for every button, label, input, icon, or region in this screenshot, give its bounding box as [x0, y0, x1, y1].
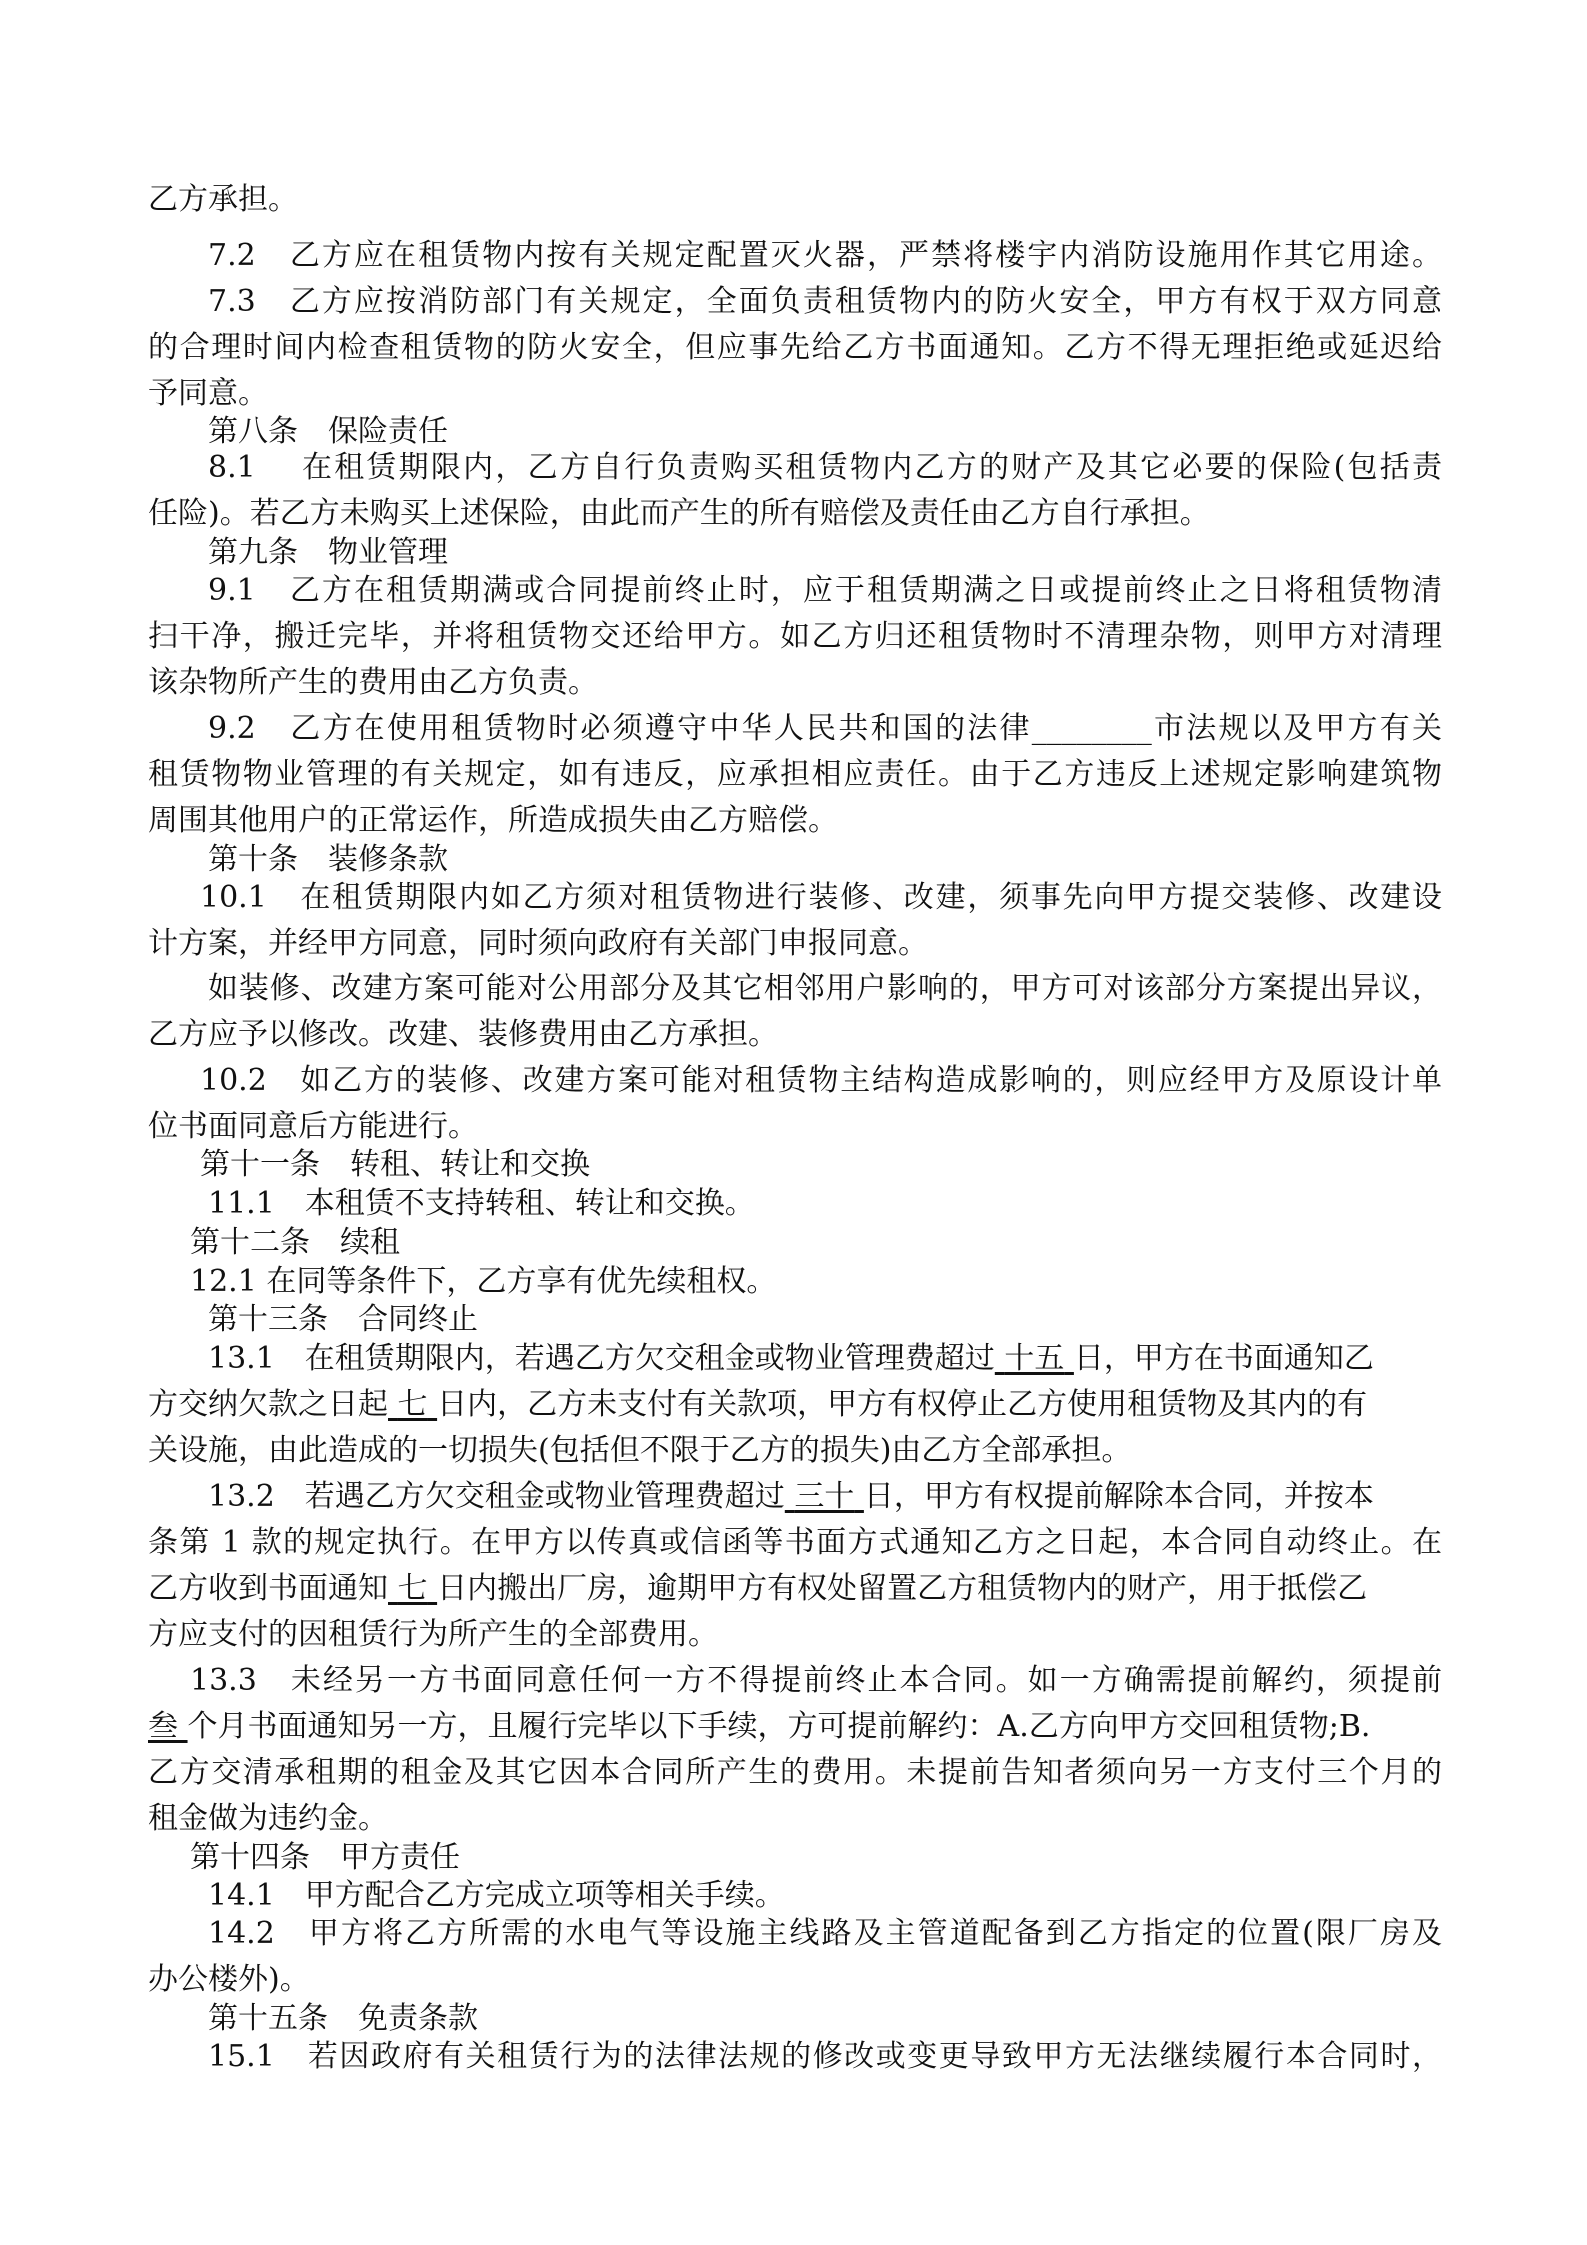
text-line: 条第 1 款的规定执行。在甲方以传真或信函等书面方式通知乙方之日起，本合同自动终止。在: [148, 1525, 1442, 1560]
text-line: 办公楼外)。: [148, 1962, 310, 1997]
clause-9-1: 9.1 乙方在租赁期满或合同提前终止时，应于租赁期满之日或提前终止之日将租赁物清: [208, 573, 1442, 608]
text-line: [148, 1704, 1370, 1750]
text-line: 该杂物所产生的费用由乙方负责。: [148, 665, 598, 700]
text-line: 扫干净，搬迁完毕，并将租赁物交还给甲方。如乙方归还租赁物时不清理杂物，则甲方对清理: [148, 619, 1442, 654]
text-line: 乙方交清承租期的租金及其它因本合同所产生的费用。未提前告知者须向另一方支付三个月的: [148, 1755, 1442, 1790]
clause-12-1: 12.1 在同等条件下，乙方享有优先续租权。: [190, 1264, 777, 1299]
text-line: 位书面同意后方能进行。: [148, 1109, 478, 1144]
text-run: 日，甲方在书面通知乙: [1073, 1341, 1374, 1376]
text-line: [148, 1566, 1367, 1612]
blank-value: 七: [397, 1571, 428, 1606]
text-line: 乙方承担。: [148, 182, 298, 217]
text-line: 关设施，由此造成的一切损失(包括但不限于乙方的损失)由乙方全部承担。: [148, 1433, 1132, 1468]
text-line: 如装修、改建方案可能对公用部分及其它相邻用户影响的，甲方可对该部分方案提出异议，: [208, 971, 1442, 1006]
text-run: 个月书面通知另一方，且履行完毕以下手续，方可提前解约：A.乙方向甲方交回租赁物;B.: [187, 1709, 1371, 1744]
article-8-heading: 第八条 保险责任: [208, 414, 448, 449]
clause-8-1: 8.1 在租赁期限内，乙方自行负责购买租赁物内乙方的财产及其它必要的保险(包括责: [208, 450, 1442, 485]
text-run: 13.1 在租赁期限内，若遇乙方欠交租金或物业管理费超过: [208, 1341, 995, 1376]
clause-15-1: 15.1 若因政府有关租赁行为的法律法规的修改或变更导致甲方无法继续履行本合同时，: [208, 2039, 1442, 2074]
fill-in-blank: [785, 1479, 864, 1514]
text-run: 日内搬出厂房，逾期甲方有权处留置乙方租赁物内的财产，用于抵偿乙: [437, 1571, 1368, 1606]
text-line: 任险)。若乙方未购买上述保险，由此而产生的所有赔偿及责任由乙方自行承担。: [148, 496, 1210, 531]
text-run: 乙方收到书面通知: [148, 1571, 388, 1606]
text-run: 日，甲方有权提前解除本合同，并按本: [863, 1479, 1374, 1514]
clause-10-1: 10.1 在租赁期限内如乙方须对租赁物进行装修、改建，须事先向甲方提交装修、改建设: [200, 880, 1442, 915]
blank-value: 十五: [1004, 1341, 1065, 1376]
article-12-heading: 第十二条 续租: [190, 1225, 400, 1260]
clause-10-2: 10.2 如乙方的装修、改建方案可能对租赁物主结构造成影响的，则应经甲方及原设计单: [200, 1063, 1442, 1098]
clause-13-1: [208, 1336, 1374, 1382]
text-run: 方交纳欠款之日起: [148, 1387, 388, 1422]
article-15-heading: 第十五条 免责条款: [208, 2001, 478, 2036]
text-line: 予同意。: [148, 376, 268, 411]
text-line: 计方案，并经甲方同意，同时须向政府有关部门申报同意。: [148, 926, 928, 961]
text-run: 13.2 若遇乙方欠交租金或物业管理费超过: [208, 1479, 785, 1514]
clause-7-2: 7.2 乙方应在租赁物内按有关规定配置灭火器，严禁将楼宇内消防设施用作其它用途。: [208, 238, 1442, 273]
text-line: [148, 1382, 1367, 1428]
article-9-heading: 第九条 物业管理: [208, 535, 448, 570]
clause-14-1: 14.1 甲方配合乙方完成立项等相关手续。: [208, 1878, 785, 1913]
text-line: 方应支付的因租赁行为所产生的全部费用。: [148, 1617, 718, 1652]
clause-13-3: 13.3 未经另一方书面同意任何一方不得提前终止本合同。如一方确需提前解约，须提前: [190, 1663, 1442, 1698]
article-10-heading: 第十条 装修条款: [208, 842, 448, 877]
article-11-heading: 第十一条 转租、转让和交换: [200, 1147, 590, 1182]
text-line: 的合理时间内检查租赁物的防火安全，但应事先给乙方书面通知。乙方不得无理拒绝或延迟给: [148, 330, 1442, 365]
fill-in-blank: [388, 1571, 437, 1606]
text-line: 周围其他用户的正常运作，所造成损失由乙方赔偿。: [148, 803, 838, 838]
clause-7-3: 7.3 乙方应按消防部门有关规定，全面负责租赁物内的防火安全，甲方有权于双方同意: [208, 284, 1442, 319]
fill-in-blank: [148, 1709, 188, 1744]
clause-9-2: 9.2 乙方在使用租赁物时必须遵守中华人民共和国的法律________市法规以及甲方有关: [208, 711, 1442, 746]
clause-11-1: 11.1 本租赁不支持转租、转让和交换。: [208, 1186, 755, 1221]
blank-value: 三十: [794, 1479, 855, 1514]
blank-value: 叁: [148, 1709, 178, 1744]
text-line: 乙方应予以修改。改建、装修费用由乙方承担。: [148, 1017, 778, 1052]
clause-13-2: [208, 1474, 1374, 1520]
fill-in-blank: [995, 1341, 1074, 1376]
article-13-heading: 第十三条 合同终止: [208, 1302, 478, 1337]
blank-value: 七: [397, 1387, 428, 1422]
text-line: 租金做为违约金。: [148, 1801, 388, 1836]
text-line: 租赁物物业管理的有关规定，如有违反，应承担相应责任。由于乙方违反上述规定影响建筑物: [148, 757, 1442, 792]
text-run: 日内，乙方未支付有关款项，甲方有权停止乙方使用租赁物及其内的有: [437, 1387, 1368, 1422]
clause-14-2: 14.2 甲方将乙方所需的水电气等设施主线路及主管道配备到乙方指定的位置(限厂房及: [208, 1916, 1442, 1951]
fill-in-blank: [388, 1387, 437, 1422]
article-14-heading: 第十四条 甲方责任: [190, 1840, 460, 1875]
